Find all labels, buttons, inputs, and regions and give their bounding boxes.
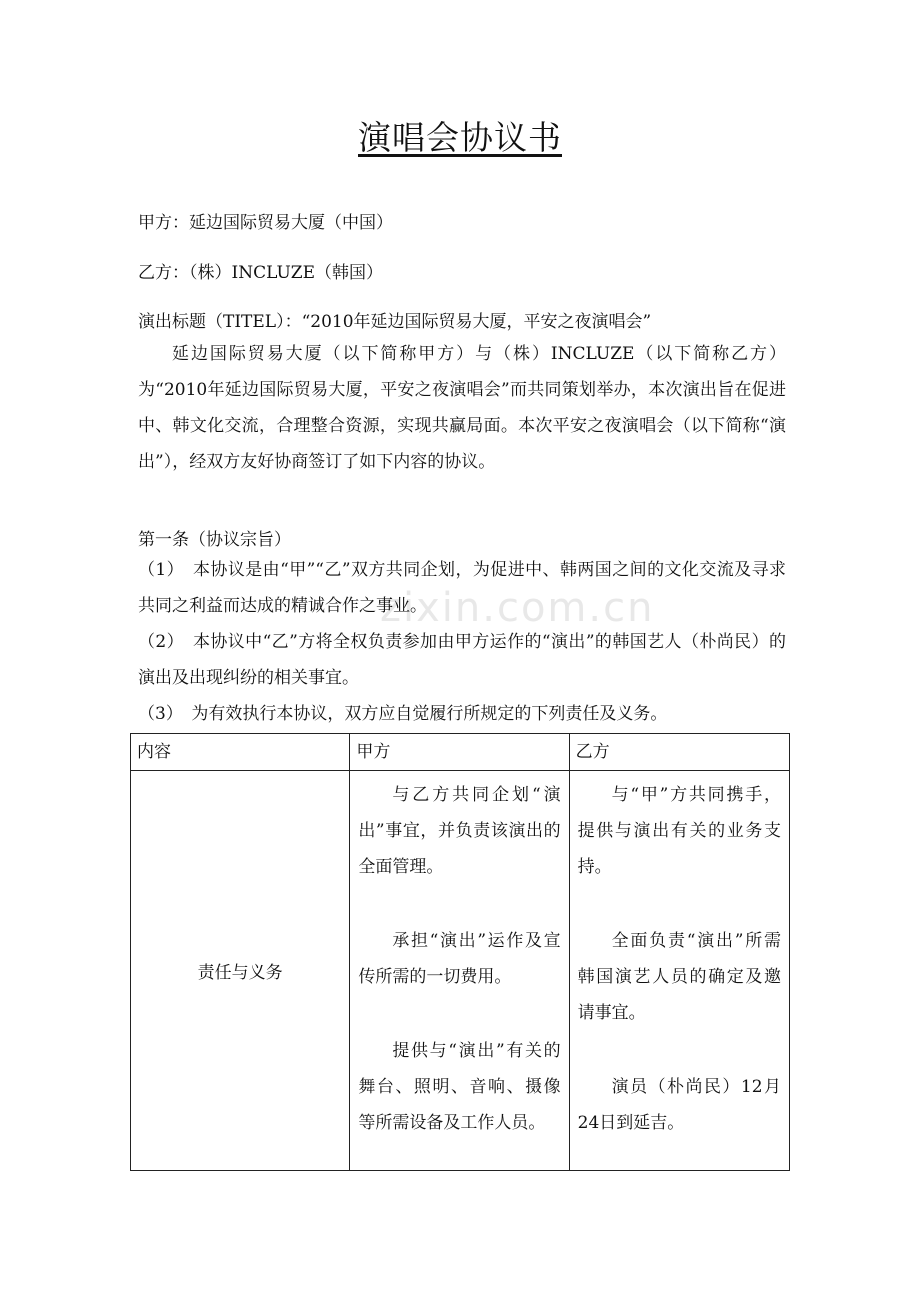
table-header-row: [131, 734, 790, 771]
intro-paragraph: 延边国际贸易大厦（以下简称甲方）与（株）INCLUZE（以下简称乙方）为“2010年延边国际贸易大厦，平安之夜演唱会”而共同策划举办，本次演出旨在促进中、韩文化交流，合理整合资源，实现共赢局面。本次平安之夜演唱会（以下简称“演出”），经双方友好协商签订了如下内容的协议。: [138, 344, 786, 472]
party-a-line: 甲方：延边国际贸易大厦（中国）: [138, 213, 393, 233]
party-b-duty-1: 与“甲”方共同携手，提供与演出有关的业务支持。: [577, 785, 781, 877]
header-party-b: 乙方: [569, 734, 789, 771]
party-b-duty-3: 演员（朴尚民）12月24日到延吉。: [577, 1077, 781, 1133]
party-b-duty-2: 全面负责“演出”所需韩国演艺人员的确定及邀请事宜。: [577, 931, 781, 1023]
party-b-line: 乙方：（株）INCLUZE（韩国）: [138, 263, 384, 283]
party-a-duty-2: 承担“演出”运作及宣传所需的一切费用。: [358, 931, 561, 987]
article1-item-1: （1） 本协议是由“甲”“乙”双方共同企划，为促进中、韩两国之间的文化交流及寻求共同之利益而达成的精诚合作之事业。: [138, 560, 786, 616]
show-title-line: 演出标题（TITEL）：“2010年延边国际贸易大厦，平安之夜演唱会”: [138, 312, 652, 332]
party-a-duty-3: 提供与“演出”有关的舞台、照明、音响、摄像等所需设备及工作人员。: [358, 1041, 561, 1133]
duty-table: [130, 733, 790, 1171]
party-a-duties: [350, 771, 569, 1171]
watermark: zixin.com.cn: [380, 585, 655, 631]
table-row: [131, 771, 790, 1171]
row-label: 责任与义务: [131, 771, 350, 1171]
document-title: 演唱会协议书: [358, 118, 562, 157]
party-b-duties: [569, 771, 789, 1171]
party-a-duty-1: 与乙方共同企划“演出”事宜，并负责该演出的全面管理。: [358, 785, 561, 877]
header-content: 内容: [131, 734, 350, 771]
article1-item-3: （3） 为有效执行本协议，双方应自觉履行所规定的下列责任及义务。: [138, 704, 668, 724]
article1-heading: 第一条（协议宗旨）: [138, 530, 291, 550]
article1-item-2: （2） 本协议中“乙”方将全权负责参加由甲方运作的“演出”的韩国艺人（朴尚民）的演出及出现纠纷的相关事宜。: [138, 632, 786, 688]
header-party-a: 甲方: [350, 734, 569, 771]
